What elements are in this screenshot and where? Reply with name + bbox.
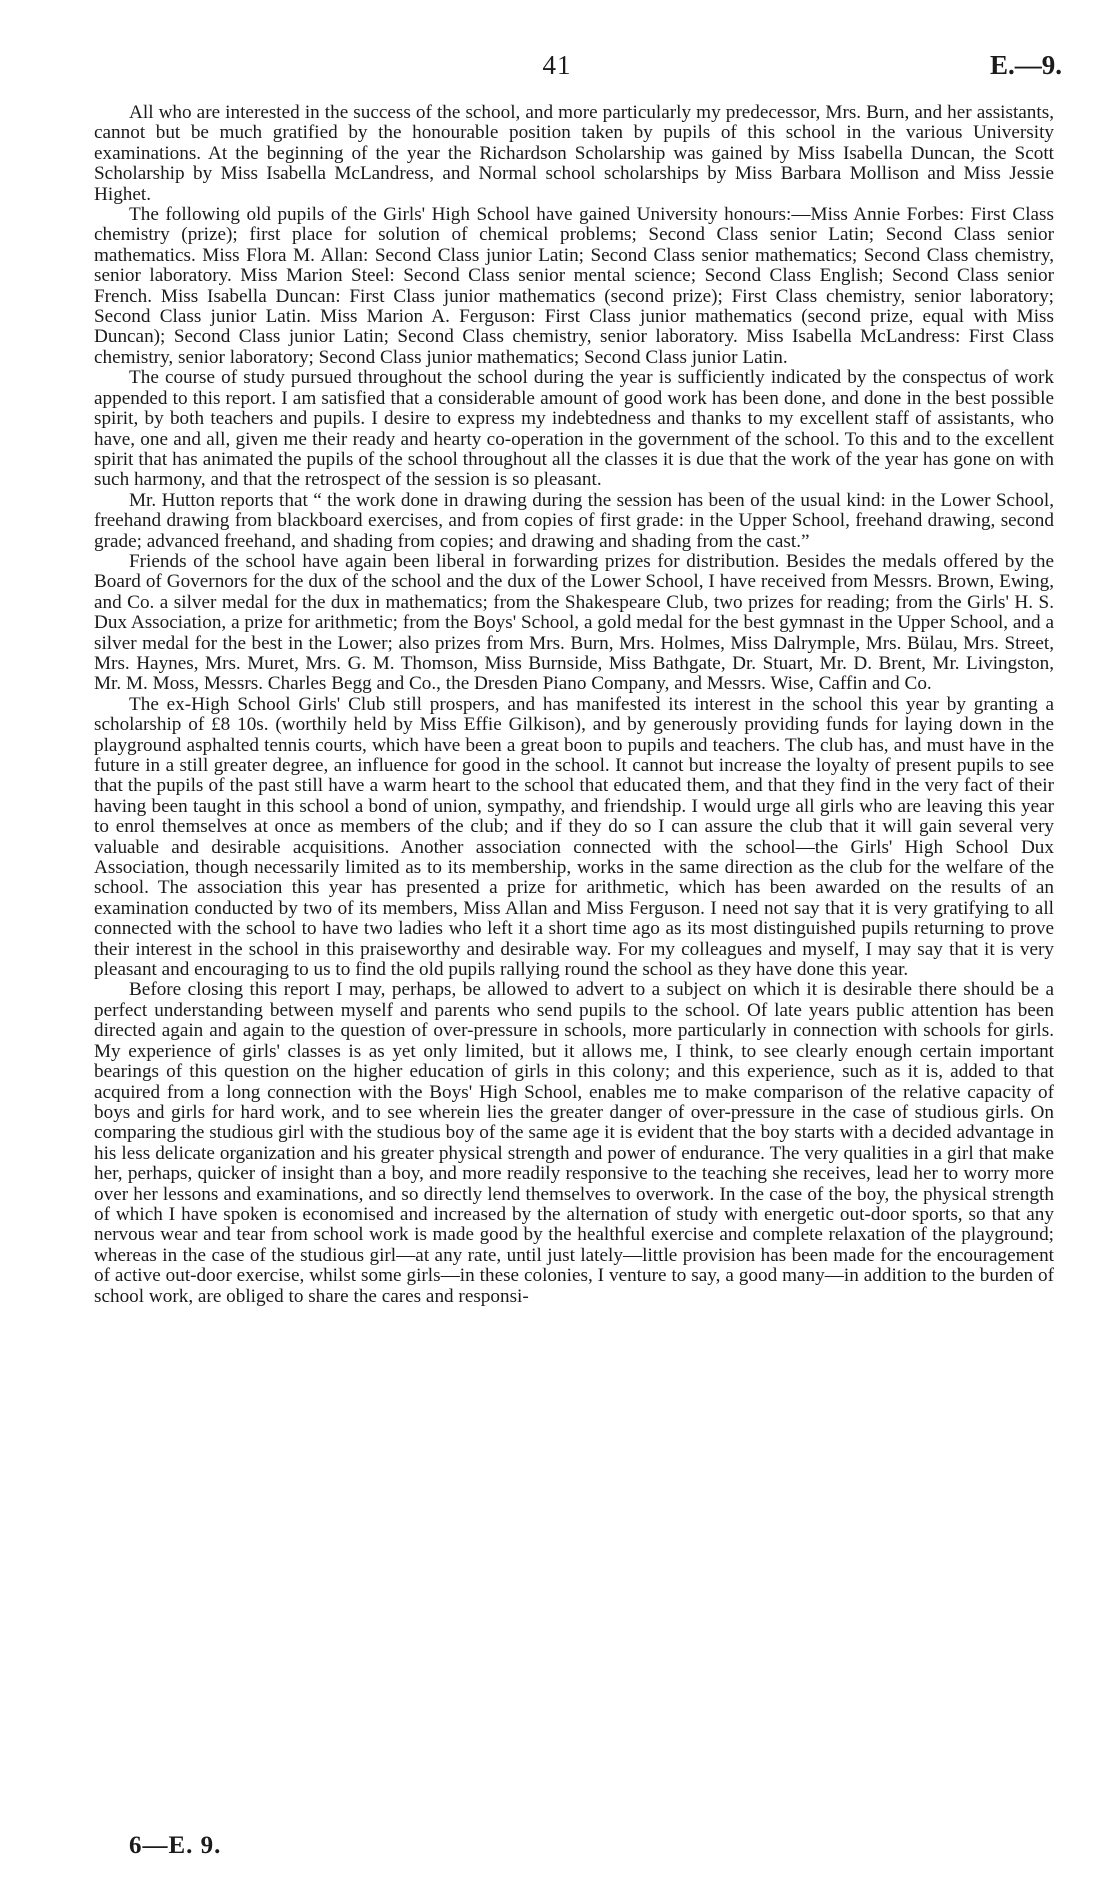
paragraph-over-pressure: Before closing this report I may, perhaps, be allowed to advert to a subject on which it is desirable there should be a perfect understanding between myself and parents who send pupils to the school. Of late years public attention has been directed again and again to the question of over-pressure in schools, more particularly in connection with schools for girls. My experience of girls' classes is as yet only limited, but it allows me, I think, to see clearly enough certain important bearings of this question on the higher education of girls in this colony; and this experience, such as it is, added to that acquired from a long connection with the Boys' High School, enables me to make comparison of the relative capacity of boys and girls for hard work, and to see wherein lies the greater danger of over-pressure in the case of studious girls. On comparing the studious girl with the studious boy of the same age it is evident that the boy starts with a decided advantage in his less delicate organization and his greater physical strength and power of endurance. The very qualities in a girl that make her, perhaps, quicker of insight than a boy, and more readily responsive to the teaching she receives, lead her to worry more over her lessons and examinations, and so directly lend themselves to overwork. In the case of the boy, the physical strength of which I have spoken is economised and increased by the alternation of study with energetic out-door sports, so that any nervous wear and tear from school work is made good by the healthful exercise and complete relaxation of the playground; whereas in the case of the studious girl—at any rate, until just lately—little provision has been made for the encouragement of active out-door exercise, whilst some girls—in these colonies, I venture to say, a good many—in addition to the burden of school work, are obliged to share the cares and responsi- <box>94 979 1054 1307</box>
paragraph-girls-club: The ex-High School Girls' Club still prospers, and has manifested its interest in the school this year by granting a scholarship of £8 10s. (worthily held by Miss Effie Gilkison), and by generously providing funds for laying down in the playground asphalted tennis courts, which have been a great boon to pupils and teachers. The club has, and must have in the future in a still greater degree, an influence for good in the school. It cannot but increase the loyalty of present pupils to see that the pupils of the past still have a warm heart to the school that educated them, and that they find in the very fact of their having been taught in this school a bond of union, sympathy, and friendship. I would urge all girls who are leaving this year to enrol themselves at once as members of the club; and if they do so I can assure the club that it will gain several very valuable and desirable acquisitions. Another association connected with the school—the Girls' High School Dux Association, though necessarily limited as to its membership, works in the same direction as the club for the welfare of the school. The association this year has presented a prize for arithmetic, which has been awarded on the results of an examination conducted by two of its members, Miss Allan and Miss Ferguson. I need not say that it is very gratifying to all connected with the school to have two ladies who left it a short time ago as its most distinguished pupils returning to prove their interest in the school in this praiseworthy and desirable way. For my colleagues and myself, I may say that it is very pleasant and encouraging to us to find the old pupils rallying round the school as they have done this year. <box>94 693 1054 981</box>
series-reference: E.—9. <box>989 50 1062 80</box>
paragraph-drawing-report: Mr. Hutton reports that “ the work done in drawing during the session has been of the usual kind: in the Lower School, freehand drawing from blackboard exercises, and from copies of first grade: in the Upper School, freehand drawing, second grade; advanced freehand, and shading from copies; and drawing and shading from the cast.” <box>94 489 1054 552</box>
paragraph-course-of-study: The course of study pursued throughout the school during the year is sufficiently indicated by the conspectus of work appended to this report. I am satisfied that a considerable amount of good work has been done, and done in the best possible spirit, by both teachers and pupils. I desire to express my indebtedness and thanks to my excellent staff of assistants, who have, one and all, given me their ready and hearty co-operation in the government of the school. To this and to the excellent spirit that has animated the pupils of the school throughout all the classes it is due that the work of the year has gone on with such harmony, and that the retrospect of the session is so pleasant. <box>94 367 1054 491</box>
signature-mark: 6—E. 9. <box>129 1832 222 1859</box>
report-body <box>94 103 1054 1307</box>
paragraph-prizes: Friends of the school have again been liberal in forwarding prizes for distribution. Besides the medals offered by the Board of Governors for the dux of the school and the dux of the Lower School, I have received from Messrs. Brown, Ewing, and Co. a silver medal for the dux in mathematics; from the Shakespeare Club, two prizes for reading; from the Girls' H. S. Dux Association, a prize for arithmetic; from the Boys' School, a gold medal for the best gymnast in the Upper School, and a silver medal for the best in the Lower; also prizes from Mrs. Burn, Mrs. Holmes, Miss Dalrymple, Mrs. Bülau, Mrs. Street, Mrs. Haynes, Mrs. Muret, Mrs. G. M. Thomson, Miss Burnside, Miss Bathgate, Dr. Stuart, Mr. D. Brent, Mr. Livingston, Mr. M. Moss, Messrs. Charles Begg and Co., the Dresden Piano Company, and Messrs. Wise, Caffin and Co. <box>94 550 1054 695</box>
page-number: 41 <box>542 50 572 80</box>
paragraph-university-examinations: All who are interested in the success of the school, and more particularly my predecessor, Mrs. Burn, and her assistants, cannot but be much gratified by the honourable position taken by pupils of this school in the various University examinations. At the beginning of the year the Richardson Scholarship was gained by Miss Isabella Duncan, the Scott Scholarship by Miss Isabella McLandress, and Normal school scholarships by Miss Barbara Mollison and Miss Jessie Highet. <box>94 102 1054 205</box>
paragraph-university-honours: The following old pupils of the Girls' High School have gained University honours:—Miss Annie Forbes: First Class chemistry (prize); first place for solution of chemical problems; Second Class senior Latin; Second Class senior mathematics. Miss Flora M. Allan: Second Class junior Latin; Second Class senior mathematics; Second Class chemistry, senior laboratory. Miss Marion Steel: Second Class senior mental science; Second Class English; Second Class senior French. Miss Isabella Duncan: First Class junior mathematics (second prize); First Class chemistry, senior laboratory; Second Class junior Latin. Miss Marion A. Ferguson: First Class junior mathematics (second prize, equal with Miss Duncan); Second Class junior Latin; Second Class chemistry, senior laboratory. Miss Isabella McLandress: First Class chemistry, senior laboratory; Second Class junior mathematics; Second Class junior Latin. <box>94 204 1054 368</box>
